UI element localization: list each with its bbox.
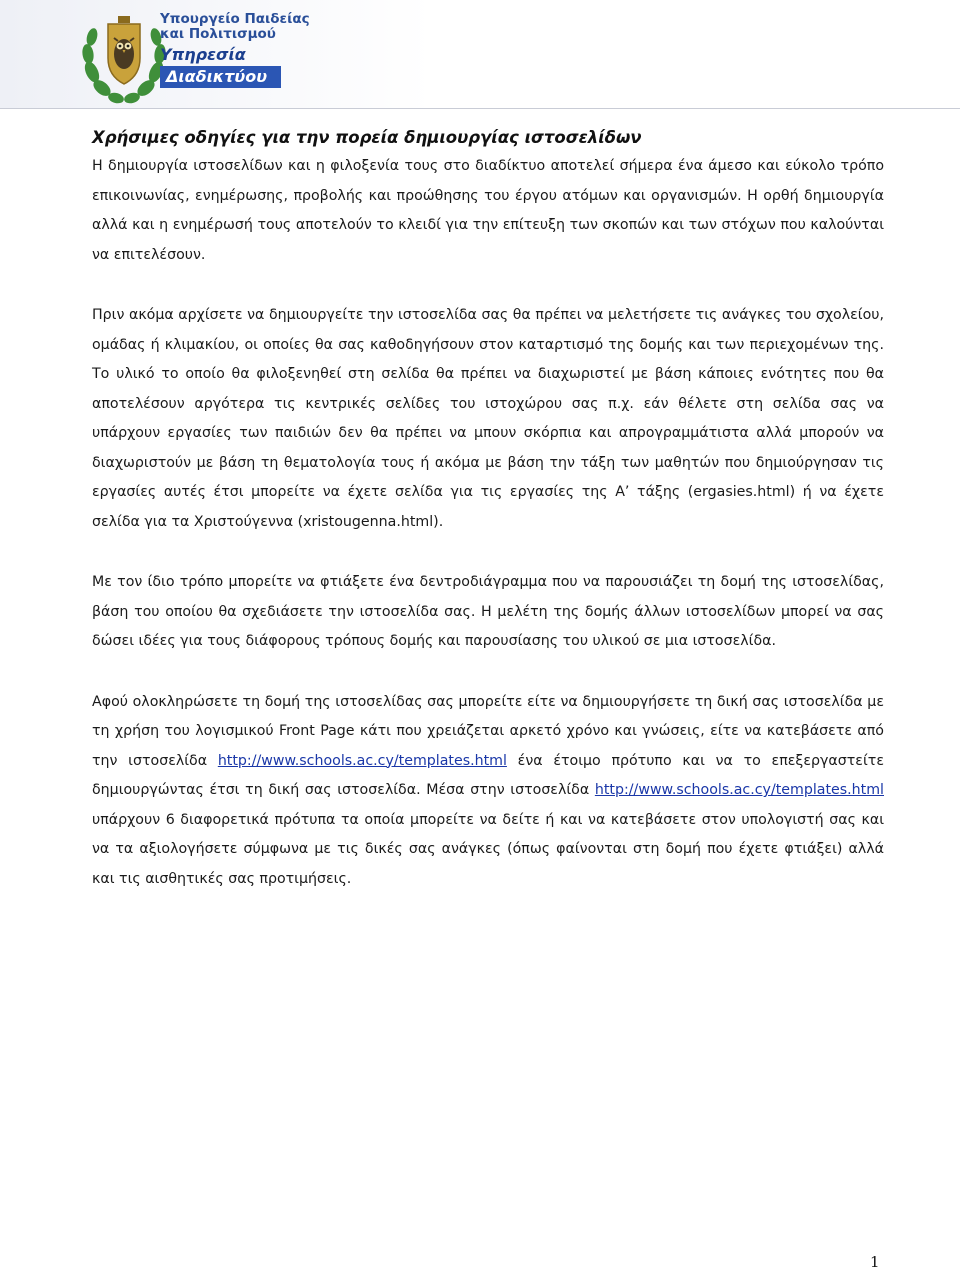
header-divider [0, 108, 960, 109]
site-tree-paragraph: Με τον ίδιο τρόπο μπορείτε να φτιάξετε ένα δεντροδιάγραμμα που να παρουσιάζει τη δομή της ιστοσελίδας, βάση του οποίου θα σχεδιάσετε την ιστοσελίδα σας. Η μελέτη της δομής άλλων ιστοσελίδων μπορεί να σας δώσει ιδέες για τους διάφορους τρόπους δομής και παρουσίασης του υλικού σε μια ιστοσελίδα. [92, 574, 884, 649]
intro-paragraph: Η δημιουργία ιστοσελίδων και η φιλοξενία τους στο διαδίκτυο αποτελεί σήμερα ένα άμεσο και εύκολο τρόπο επικοινωνίας, ενημέρωσης, προβολής και προώθησης του έργου ατόμων και οργανισμών. Η ορθή δημιουργία αλλά και η ενημέρωσή τους αποτελούν το κλειδί για την επίτευξη των σκοπών και των στόχων που καλούνται να επιτελέσουν. [92, 158, 884, 263]
document-title: Χρήσιμες οδηγίες για την πορεία δημιουργίας ιστοσελίδων [92, 128, 642, 147]
templates-text-1: Αφού ολοκληρώσετε τη δομή της ιστοσελίδας σας μπορείτε είτε να δημιουργήσετε τη δική σας ιστοσελίδα με τη χρήση του λογισμικού Front Page κάτι που χρειάζεται αρκετό χρόνο και γνώσεις, είτε να κατεβάσετε από την ιστοσελίδα [92, 693, 884, 769]
service-label: Υπηρεσία [160, 45, 246, 64]
ministry-name-line2: και Πολιτισμού [160, 26, 276, 42]
ministry-logo-text [160, 12, 310, 88]
templates-text-2: ένα έτοιμο πρότυπο και να το επεξεργαστείτε δημιουργώντας έτσι τη δική σας ιστοσελίδα. Μέσα στην ιστοσελίδα [92, 752, 884, 798]
document-body [92, 124, 884, 894]
planning-paragraph: Πριν ακόμα αρχίσετε να δημιουργείτε την ιστοσελίδα σας θα πρέπει να μελετήσετε τις ανάγκες του σχολείου, ομάδας ή κλιμακίου, οι οποίες θα σας καθοδηγήσουν στον καταρτισμό της δομής και των περιεχομένων της. Το υλικό το οποίο θα φιλοξενηθεί στη σελίδα θα πρέπει να διαχωριστεί με βάση κάποιες ενότητες που θα αποτελέσουν αργότερα τις κεντρικές σελίδες του ιστοχώρου σας π.χ. εάν θέλετε στη σελίδα σας να υπάρχουν εργασίες των παιδιών δεν θα πρέπει να μπουν σκόρπια και απρογραμμάτιστα αλλά μπορούν να διαχωριστούν με βάση τη θεματολογία τους ή ακόμα με βάση την τάξη των μαθητών που δημιούργησαν τις εργασίες αυτές έτσι μπορείτε να έχετε σελίδα για τις εργασίες της Α’ τάξης (ergasies.html) ή να έχετε σελίδα για τα Χριστούγεννα (xristougenna.html). [92, 307, 884, 530]
templates-link-1[interactable]: http://www.schools.ac.cy/templates.html [217, 752, 507, 769]
ministry-emblem-icon [78, 10, 170, 106]
templates-paragraph [92, 688, 884, 895]
templates-link-2[interactable]: http://www.schools.ac.cy/templates.html [594, 782, 884, 798]
page-number: 1 [870, 1253, 880, 1271]
internet-label: Διαδικτύου [160, 66, 281, 88]
ministry-name-line1: Υπουργείο Παιδείας [160, 11, 310, 27]
templates-text-3: υπάρχουν 6 διαφορετικά πρότυπα τα οποία μπορείτε να δείτε ή και να κατεβάσετε στον υπολογιστή σας και να τα αξιολογήσετε σύμφωνα με τις δικές σας ανάγκες (όπως φαίνονται στη δομή που έχετε φτιάξει) αλλά και τις αισθητικές σας προτιμήσεις. [92, 811, 884, 887]
